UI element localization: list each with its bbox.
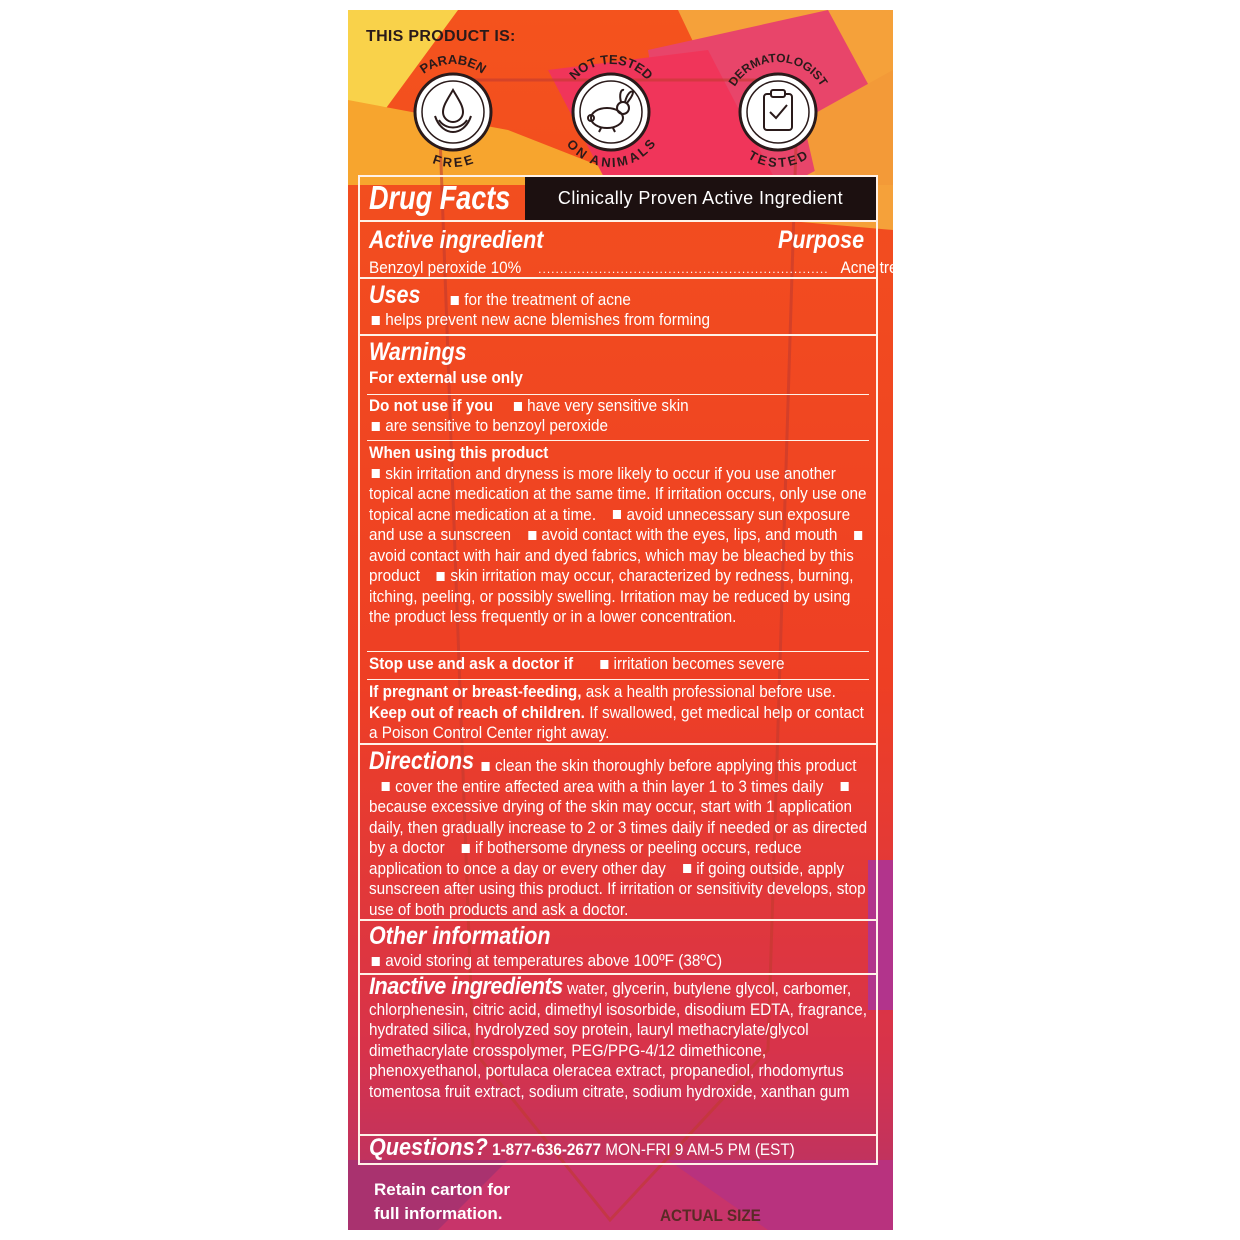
purpose-value: Acne treatment	[840, 258, 944, 277]
inactive-ingredients-heading: Inactive ingredients	[369, 973, 563, 1000]
directions-heading: Directions	[369, 747, 475, 775]
stop-use-line: Stop use and ask a doctor if irritation becomes severe	[369, 654, 785, 673]
leader-dots: ...................................................................	[538, 262, 829, 276]
questions-heading: Questions?	[369, 1134, 488, 1161]
other-information-heading: Other information	[369, 922, 551, 950]
retain-carton-note: Retain carton for full information.	[374, 1180, 511, 1223]
purpose-heading: Purpose	[777, 226, 864, 254]
questions-line	[369, 1134, 869, 1161]
not-tested-on-animals-badge	[541, 42, 681, 182]
drug-facts-title: Drug Facts	[369, 179, 511, 216]
dermatologist-tested-badge	[708, 42, 848, 182]
drug-facts-panel	[358, 175, 944, 1165]
uses-section	[360, 277, 876, 335]
directions-section	[360, 743, 876, 921]
not-tested-top-text: NOT TESTED	[566, 51, 656, 83]
uses-item-2: helps prevent new acne blemishes from forming	[369, 310, 869, 331]
paraben-free-top-text: PARABEN	[416, 51, 489, 77]
inactive-ingredients-section	[360, 973, 876, 1137]
do-not-use-line-2: are sensitive to benzoyl peroxide	[369, 416, 869, 437]
active-ingredient-name: Benzoyl peroxide 10%	[369, 258, 522, 277]
questions-section	[360, 1134, 876, 1167]
not-tested-bottom-text: ON ANIMALS	[563, 136, 659, 171]
dermatologist-top-text: DERMATOLOGIST	[725, 50, 831, 89]
questions-phone: 1-877-636-2677	[492, 1140, 601, 1159]
svg-text:FREE	[431, 152, 475, 171]
warnings-heading: Warnings	[369, 338, 467, 366]
active-ingredient-heading: Active ingredient	[369, 226, 544, 254]
active-ingredient-row	[369, 258, 944, 278]
inactive-ingredients-body: Inactive ingredients water, glycerin, butylene glycol, carbomer, chlorphenesin, citric acid, dimethyl isosorbide, disodium EDTA, fragrance, hydrated silica, hydrolyzed soy protein, lauryl methacrylate/glycol dimethacrylate crosspolymer, PEG/PPG-4/12 dimethicone, phenoxyethanol, portulaca oleracea extract, propanediol, rhodomyrtus tomentosa fruit extract, sodium citrate, sodium hydroxide, xanthan gum	[369, 973, 868, 1101]
product-carton	[348, 10, 944, 1230]
actual-size-label: ACTUAL SIZE	[660, 1206, 761, 1225]
uses-item-1: for the treatment of acne	[448, 290, 948, 311]
dermatologist-bottom-text: TESTED	[745, 147, 810, 171]
paraben-free-badge	[383, 42, 523, 182]
other-information-item: avoid storing at temperatures above 100ºF (38ºC)	[369, 951, 869, 972]
active-ingredient-section	[360, 220, 944, 278]
other-information-section	[360, 919, 876, 975]
clinically-proven-banner: Clinically Proven Active Ingredient	[525, 177, 876, 220]
directions-body: clean the skin thoroughly before applying this product cover the entire affected area with a thin layer 1 to 3 times daily because excessive drying of the skin may occur, start with 1 application daily, then gradually increase to 2 or 3 times daily if needed or as directed by a doctor if bothersome dryness or peeling occurs, reduce application to once a day or every other day if going outside, apply sunscreen after using this product. If irritation or sensitivity develops, stop use of both products and ask a doctor.	[369, 756, 868, 919]
product-claims-heading: THIS PRODUCT IS:	[366, 28, 516, 45]
uses-heading: Uses	[369, 281, 421, 309]
external-use-only: For external use only	[369, 368, 523, 387]
pregnant-keep-out-block: If pregnant or breast-feeding, ask a health professional before use. Keep out of reach of children. If swallowed, get medical help or contact a Poison Control Center right away.	[369, 682, 864, 742]
when-using-block: When using this product skin irritation and dryness is more likely to occur if you use another topical acne medication at the same time. If irritation occurs, only use one topical acne medication at a time. avoid unnecessary sun exposure and use a sunscreen avoid contact with the eyes, lips, and mouth avoid contact with hair and dyed fabrics, which may be bleached by this product skin irritation may occur, characterized by redness, burning, itching, peeling, or possibly swelling. Irritation may be reduced by using the product less frequently or in a lower concentration.	[369, 443, 867, 626]
paraben-free-bottom-text: FREE	[431, 151, 475, 171]
warnings-section	[360, 334, 876, 744]
do-not-use-line-1: Do not use if you have very sensitive skin	[369, 396, 689, 415]
questions-hours: MON-FRI 9 AM-5 PM (EST)	[605, 1140, 795, 1159]
